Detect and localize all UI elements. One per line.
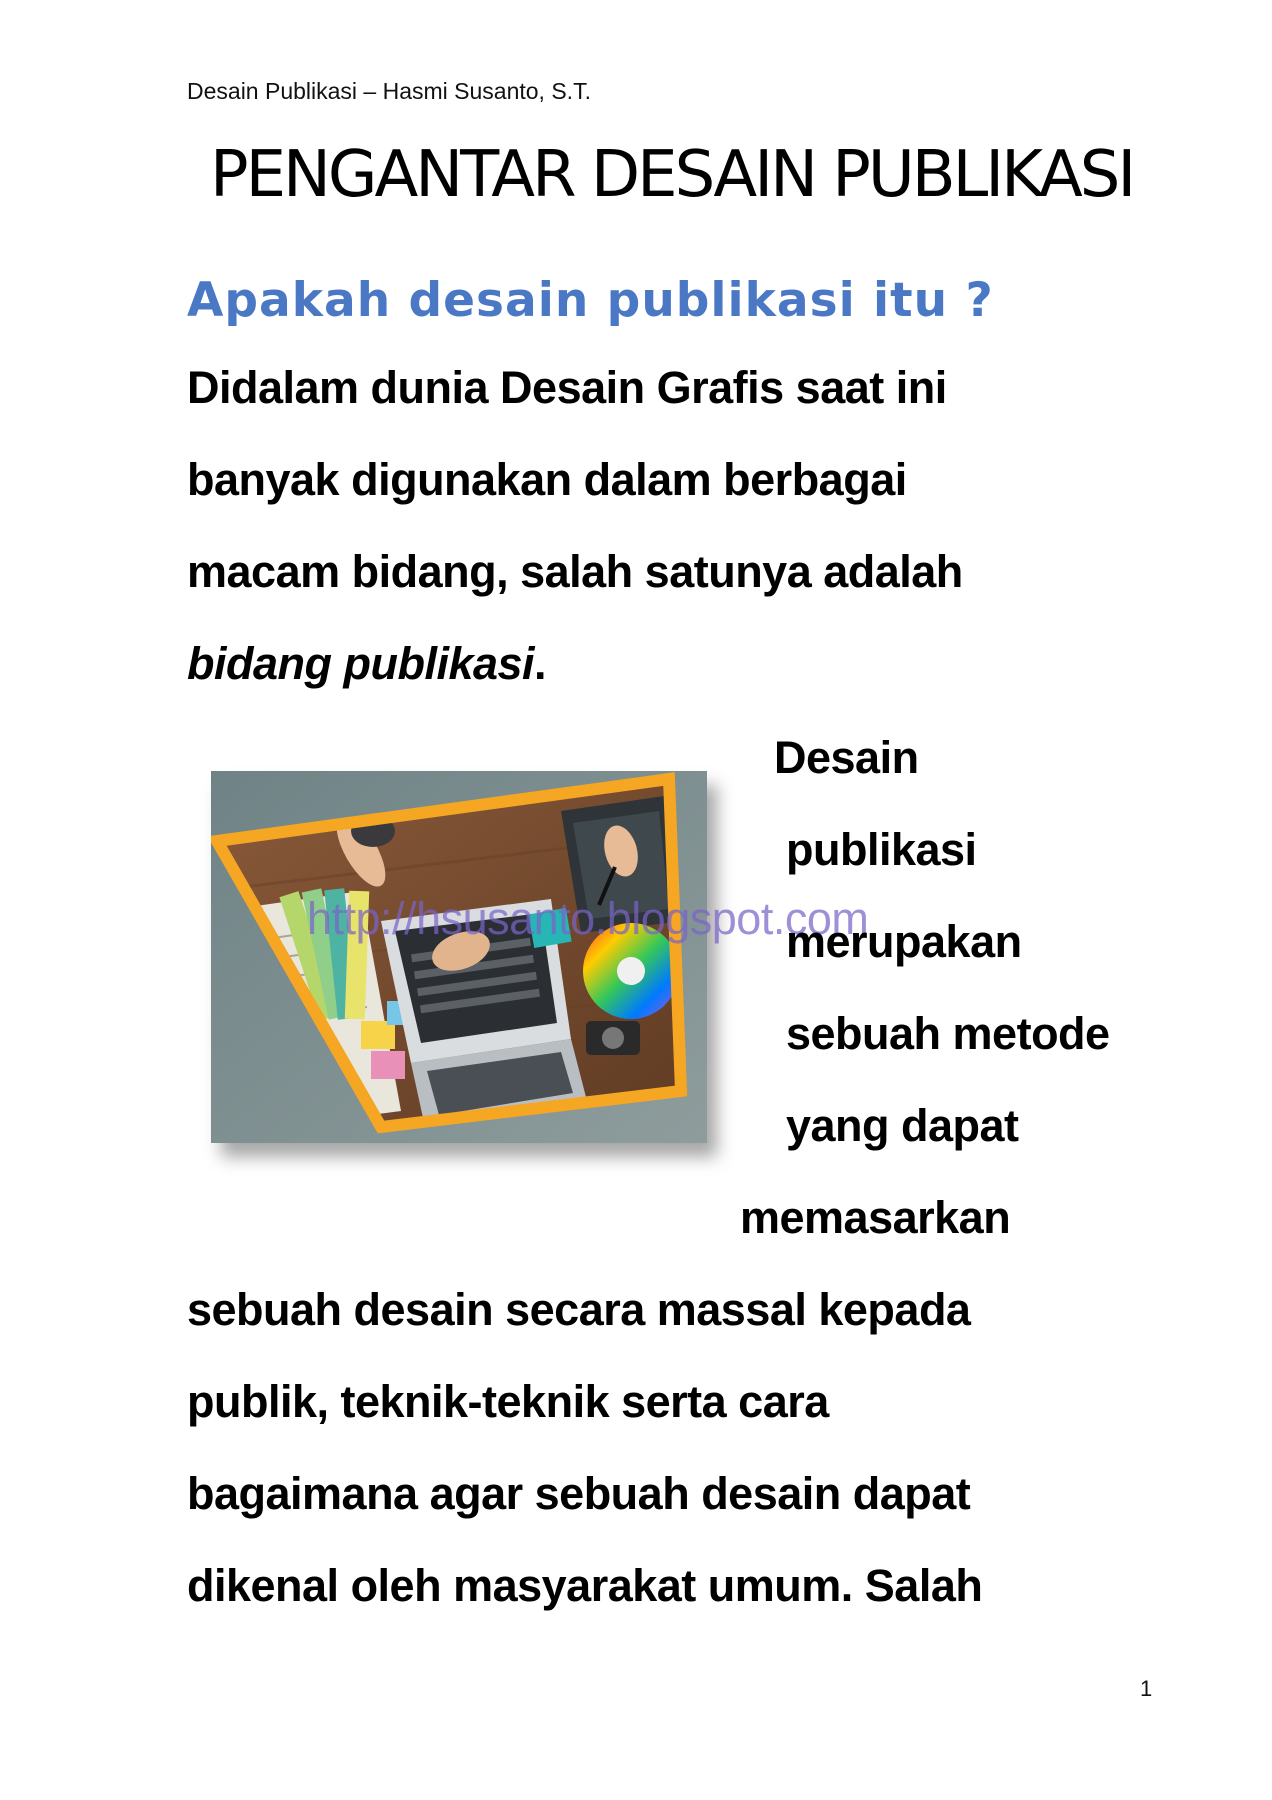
section-heading: Apakah desain publikasi itu ?	[187, 273, 994, 328]
wrap-line: memasarkan	[740, 1192, 1011, 1243]
page-number: 1	[1140, 1676, 1153, 1701]
wrap-line: Desain	[774, 732, 919, 783]
laptop-workspace-illustration	[211, 771, 707, 1143]
body-line	[187, 638, 546, 690]
wrap-line: publikasi	[786, 824, 977, 875]
body-line: Didalam dunia Desain Grafis saat ini	[187, 362, 947, 413]
body-line: banyak digunakan dalam berbagai	[187, 454, 907, 505]
body-line: publik, teknik-teknik serta cara	[187, 1376, 829, 1427]
body-line: sebuah desain secara massal kepada	[187, 1284, 971, 1335]
running-head: Desain Publikasi – Hasmi Susanto, S.T.	[187, 78, 591, 104]
watermark-text: http://hsusanto.blogspot.com	[307, 893, 869, 944]
period: .	[534, 638, 547, 689]
wrap-line: merupakan	[786, 916, 1022, 967]
figure-laptop-workspace	[211, 771, 707, 1143]
body-line: macam bidang, salah satunya adalah	[187, 546, 963, 597]
wrap-line: sebuah metode	[786, 1008, 1110, 1059]
body-line: bagaimana agar sebuah desain dapat	[187, 1468, 971, 1519]
page-title: PENGANTAR DESAIN PUBLIKASI	[210, 138, 1134, 212]
wrap-line: yang dapat	[786, 1100, 1019, 1151]
body-line: dikenal oleh masyarakat umum. Salah	[187, 1560, 983, 1611]
italic-phrase: bidang publikasi	[187, 638, 535, 689]
